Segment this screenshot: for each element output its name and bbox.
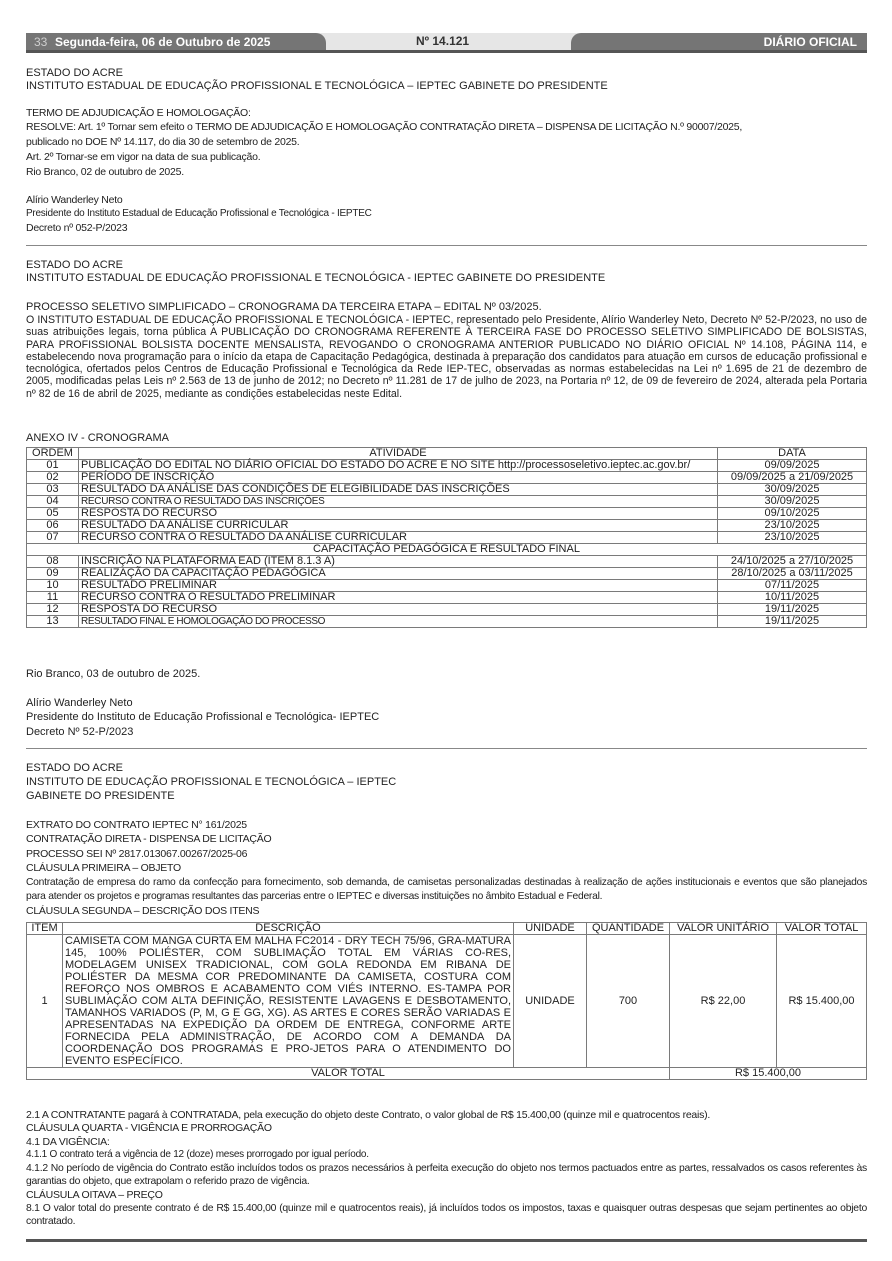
s3-p412: 4.1.2 No período de vigência do Contrato estão incluídos todos os prazos necessários à perfeita execução do objeto nos termos pactuados entre as partes, ressalvados os casos referentes às garantias do objeto, que extrapolam o referido prazo de vigência. [26,1163,867,1187]
s3-p81: 8.1 O valor total do presente contrato é de R$ 15.400,00 (quinze mil e quatrocentos reais), já incluídos todos os impostos, taxas e quaisquer outras despesas que sejam pertinentes ao objeto contratado. [26,1203,867,1227]
s3-p411: 4.1.1 O contrato terá a vigência de 12 (doze) meses prorrogado por igual período. [26,1149,369,1160]
table-row [27,460,867,472]
page-header [26,33,867,50]
cell-ordem: 02 [27,472,79,484]
cell-atividade: RESULTADO FINAL E HOMOLOGAÇÃO DO PROCESSO [79,616,718,628]
cell-data: 19/11/2025 [718,616,867,628]
subheader-cell: CAPACITAÇÃO PEDAGÓGICA E RESULTADO FINAL [27,544,867,556]
cell-data: 23/10/2025 [718,520,867,532]
table-header-row [27,448,867,460]
cell-ordem: 12 [27,604,79,616]
cell-ordem: 09 [27,568,79,580]
table-row [27,935,867,1068]
s3-state: ESTADO DO ACRE [26,762,123,774]
footer-rule [26,1239,867,1242]
items-table [26,922,867,1080]
s2-state: ESTADO DO ACRE [26,259,123,271]
cell-ordem: 10 [27,580,79,592]
table-row [27,532,867,544]
table-total-row [27,1068,867,1080]
cell-atividade: RESULTADO PRELIMINAR [79,580,718,592]
cell-ordem: 08 [27,556,79,568]
col-item: ITEM [27,923,63,935]
s3-clause4: CLÁUSULA QUARTA - VIGÊNCIA E PRORROGAÇÃO [26,1122,272,1134]
table-row [27,484,867,496]
col-ordem: ORDEM [27,448,79,460]
cell-data: 30/09/2025 [718,496,867,508]
table-row [27,556,867,568]
s3-institute: INSTITUTO DE EDUCAÇÃO PROFISSIONAL E TECNOLÓGICA – IEPTEC [26,776,397,788]
s1-resolve-line1: RESOLVE: Art. 1º Tornar sem efeito o TERMO DE ADJUDICAÇÃO E HOMOLOGAÇÃO CONTRATAÇÃO DIRETA – DISPENSA DE LICITAÇÃO N.º 90007/2025, [26,121,743,133]
gazette-title: DIÁRIO OFICIAL [763,35,857,49]
cell-valor-unitario: R$ 22,00 [670,935,777,1068]
s3-clause8: CLÁUSULA OITAVA – PREÇO [26,1189,163,1201]
s2-signer: Alírio Wanderley Neto [26,697,133,709]
table-row [27,496,867,508]
table-row [27,508,867,520]
s1-decree: Decreto nº 052-P/2023 [26,222,128,234]
table-row [27,568,867,580]
cell-atividade: RESPOSTA DO RECURSO [79,508,718,520]
s1-role: Presidente do Instituto Estadual de Educação Profissional e Tecnológica - IEPTEC [26,208,372,219]
table-row [27,604,867,616]
cell-item: 1 [27,935,63,1068]
cell-ordem: 04 [27,496,79,508]
col-unidade: UNIDADE [514,923,587,935]
cell-valor-total: R$ 15.400,00 [777,935,867,1068]
cell-data: 09/10/2025 [718,508,867,520]
total-value: R$ 15.400,00 [670,1068,867,1080]
s3-clause2: CLÁUSULA SEGUNDA – DESCRIÇÃO DOS ITENS [26,905,260,917]
s1-institute: INSTITUTO ESTADUAL DE EDUCAÇÃO PROFISSIONAL E TECNOLÓGICA – IEPTEC GABINETE DO PRESIDENTE [26,80,608,92]
cell-data: 09/09/2025 [718,460,867,472]
s1-place-date: Rio Branco, 02 de outubro de 2025. [26,166,184,178]
cell-atividade: PERÍODO DE INSCRIÇÃO [79,472,718,484]
cell-ordem: 01 [27,460,79,472]
s1-resolve-line2: publicado no DOE Nº 14.117, do dia 30 de setembro de 2025. [26,136,300,148]
cell-atividade: RECURSO CONTRA O RESULTADO DA ANÁLISE CURRICULAR [79,532,718,544]
col-valor-total: VALOR TOTAL [777,923,867,935]
col-data: DATA [718,448,867,460]
table-row [27,592,867,604]
col-quantidade: QUANTIDADE [587,923,670,935]
page-number: 33 [34,35,48,49]
cell-ordem: 06 [27,520,79,532]
s1-state: ESTADO DO ACRE [26,67,123,79]
table-row [27,616,867,628]
cell-data: 19/11/2025 [718,604,867,616]
s2-title: PROCESSO SELETIVO SIMPLIFICADO – CRONOGRAMA DA TERCEIRA ETAPA – EDITAL Nº 03/2025. [26,301,542,313]
issue-date: Segunda-feira, 06 de Outubro de 2025 [55,35,271,49]
s3-process: PROCESSO SEI Nº 2817.013067.00267/2025-06 [26,848,248,860]
s1-art2: Art. 2º Tornar-se em vigor na data de sua publicação. [26,151,261,163]
cell-ordem: 11 [27,592,79,604]
s3-clause1: CLÁUSULA PRIMEIRA – OBJETO [26,862,181,874]
cell-data: 28/10/2025 a 03/11/2025 [718,568,867,580]
header-rule [26,50,867,53]
section-divider [26,245,867,246]
col-valor-unitario: VALOR UNITÁRIO [670,923,777,935]
cell-descricao: CAMISETA COM MANGA CURTA EM MALHA FC2014 - DRY TECH 75/96, GRA-MATURA 145, 100% POLIÉSTER, COM SUBLIMAÇÃO TOTAL EM VÁRIAS CO-RES, MODELAGEM UNISEX TRADICIONAL, COM GOLA REDONDA EM RIBANA DE POLIÉSTER DA MESMA COR PREDOMINANTE DA CAMISETA, COSTURA COM REFORÇO NOS OMBROS E ACABAMENTO COM VIÉS INTERNO. ES-TAMPA POR SUBLIMAÇÃO COM ALTA DEFINIÇÃO, RESISTENTE LAVAGENS E DESBOTAMENTO, TAMANHOS VARIADOS (P, M, G E GG, XG). AS ARTES E CORES SERÃO VARIADAS E APRESENTADAS NA EXPEDIÇÃO DA ORDEM DE ENTREGA, CONFORME ARTE FORNECIDA PELA ADMINISTRAÇÃO, DE ACORDO COM A DEMANDA DA COORDENAÇÃO DOS PROGRAMAS E PRO-JETOS PARA O ATENDIMENTO DO EVENTO ESPECÍFICO. [63,935,514,1068]
cell-quantidade: 700 [587,935,670,1068]
cell-atividade: RECURSO CONTRA O RESULTADO PRELIMINAR [79,592,718,604]
cell-data: 09/09/2025 a 21/09/2025 [718,472,867,484]
table-row [27,520,867,532]
s3-cabinet: GABINETE DO PRESIDENTE [26,790,175,802]
table-row [27,580,867,592]
cell-ordem: 07 [27,532,79,544]
cell-data: 10/11/2025 [718,592,867,604]
s3-contracting: CONTRATAÇÃO DIRETA - DISPENSA DE LICITAÇÃO [26,833,272,845]
table-subheader-row [27,544,867,556]
cell-unidade: UNIDADE [514,935,587,1068]
total-label: VALOR TOTAL [27,1068,670,1080]
cell-data: 24/10/2025 a 27/10/2025 [718,556,867,568]
cell-atividade: INSCRIÇÃO NA PLATAFORMA EAD (ITEM 8.1.3 A) [79,556,718,568]
table-row [27,472,867,484]
s1-title: TERMO DE ADJUDICAÇÃO E HOMOLOGAÇÃO: [26,107,251,119]
s3-p21: 2.1 A CONTRATANTE pagará à CONTRATADA, pela execução do objeto deste Contrato, o valor global de R$ 15.400,00 (quinze mil e quatrocentos reais). [26,1109,711,1121]
cell-ordem: 13 [27,616,79,628]
cell-ordem: 03 [27,484,79,496]
cell-ordem: 05 [27,508,79,520]
issue-number: Nº 14.121 [416,34,470,48]
cell-data: 30/09/2025 [718,484,867,496]
s2-annex: ANEXO IV - CRONOGRAMA [26,432,170,444]
schedule-table [26,447,867,628]
cell-atividade: PUBLICAÇÃO DO EDITAL NO DIÁRIO OFICIAL DO ESTADO DO ACRE E NO SITE http://processoseletivo.ieptec.ac.gov.br/ [79,460,718,472]
cell-atividade: RESULTADO DA ANÁLISE CURRICULAR [79,520,718,532]
s3-object: Contratação de empresa do ramo da confecção para fornecimento, sob demanda, de camisetas personalizadas destinadas à realização de ações institucionais e eventos que são planejados para atender os projetos e programas resultantes das parcerias entre o IEPTEC e diversas instituições no âmbito Estadual e Federal. [26,877,867,902]
col-atividade: ATIVIDADE [79,448,718,460]
cell-atividade: RESULTADO DA ANÁLISE DAS CONDIÇÕES DE ELEGIBILIDADE DAS INSCRIÇÕES [79,484,718,496]
cell-data: 23/10/2025 [718,532,867,544]
table-header-row [27,923,867,935]
cell-atividade: REALIZAÇÃO DA CAPACITAÇÃO PEDAGÓGICA [79,568,718,580]
section-divider [26,748,867,749]
s3-p41: 4.1 DA VIGÊNCIA: [26,1136,110,1148]
cell-atividade: RECURSO CONTRA O RESULTADO DAS INSCRIÇÕES [79,496,718,508]
s2-body: O INSTITUTO ESTADUAL DE EDUCAÇÃO PROFISSIONAL E TECNOLÓGICA - IEPTEC, representado pelo Presidente, Alírio Wanderley Neto, Decreto Nº 52-P/2023, no uso de suas atribuições legais, torna pública A PUBLICAÇÃO DO CRONOGRAMA REFERENTE À TERCEIRA FASE DO PROCESSO SELETIVO SIMPLIFICADO DE BOLSISTAS, PARA PROFISSIONAL BOLSISTA DOCENTE MENSALISTA, REVOGANDO O CRONOGRAMA ANTERIOR PUBLICADO NO DIÁRIO OFICIAL Nº 14.108, PÁGINA 114, e estabelecendo nova programação para o início da etapa de Capacitação Pedagógica, destinada à preparação dos candidatos para atuação em cursos de educação profissional e tecnológica, ofertados pelos Centros de Educação Profissional e Tecnológica da Rede IEP-TEC, observadas as normas estabelecidas na Lei nº 1.695 de 21 de dezembro de 2005, modificadas pelas Leis nº 2.563 de 13 de junho de 2012; no Decreto nº 11.281 de 17 de julho de 2023, na Portaria nº 12, de 09 de fevereiro de 2024, alterada pela Portaria nº 82 de 16 de abril de 2025, mediante as condições estabelecidas neste Edital. [26,314,867,400]
cell-data: 07/11/2025 [718,580,867,592]
s2-decree: Decreto Nº 52-P/2023 [26,726,134,738]
s2-place-date: Rio Branco, 03 de outubro de 2025. [26,668,201,680]
col-descricao: DESCRIÇÃO [63,923,514,935]
s3-extract: EXTRATO DO CONTRATO IEPTEC N° 161/2025 [26,819,247,831]
s2-institute: INSTITUTO ESTADUAL DE EDUCAÇÃO PROFISSIONAL E TECNOLÓGICA - IEPTEC GABINETE DO PRESIDENTE [26,272,606,284]
cell-atividade: RESPOSTA DO RECURSO [79,604,718,616]
s1-signer: Alírio Wanderley Neto [26,194,123,206]
s2-role: Presidente do Instituto de Educação Profissional e Tecnológica- IEPTEC [26,711,380,723]
